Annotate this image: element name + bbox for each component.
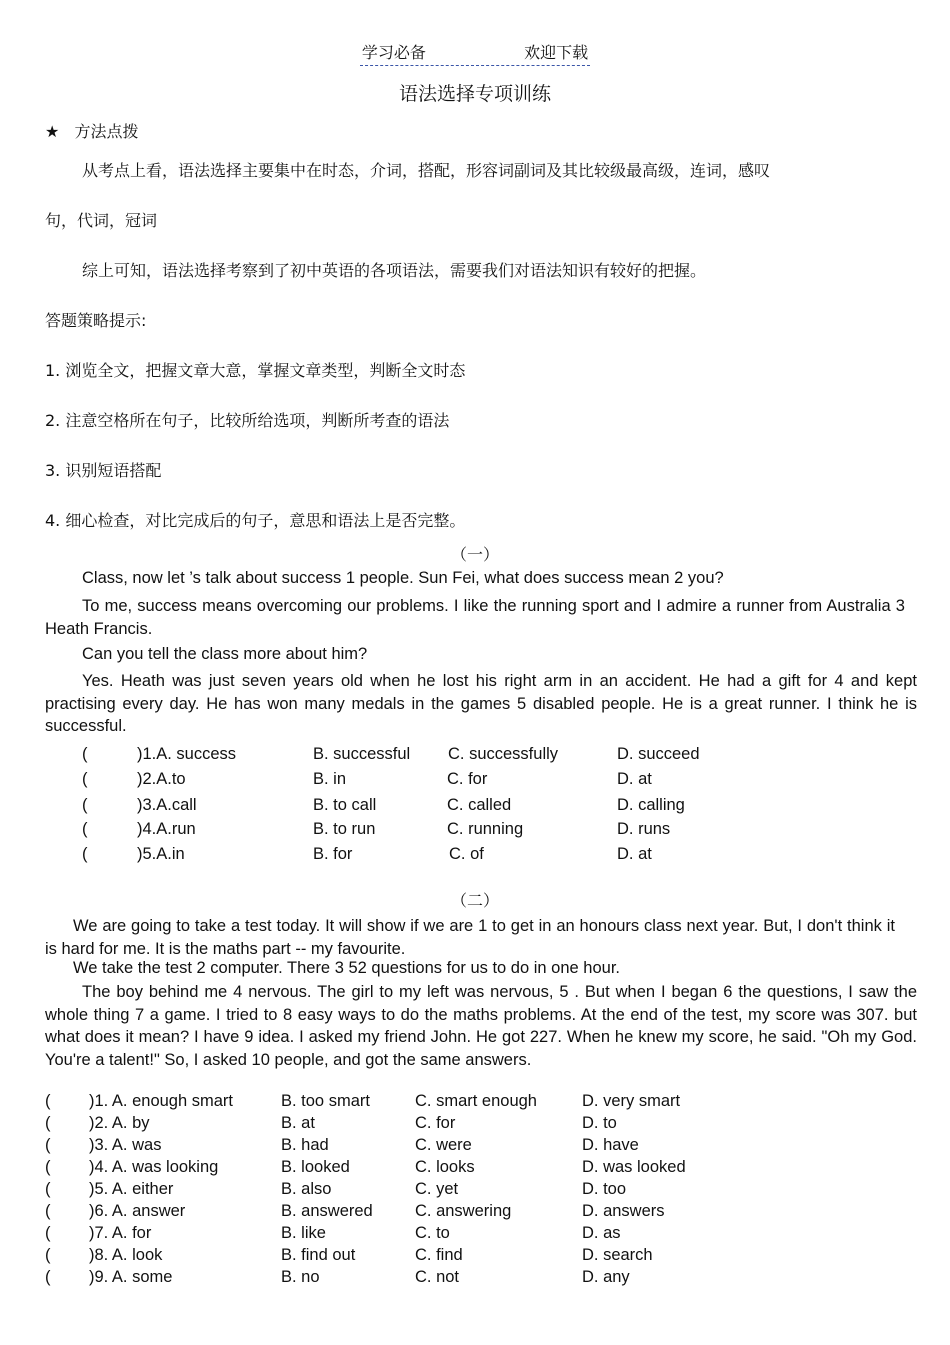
header-right: 欢迎下载 xyxy=(524,43,589,62)
option-a: )8. A. look xyxy=(89,1246,163,1264)
option-b: B. answered xyxy=(281,1202,373,1220)
answer-paren: ( xyxy=(45,1158,51,1176)
part1-heading: （一） xyxy=(450,545,499,564)
option-a: )3.A.call xyxy=(137,796,197,814)
option-a: )1. A. enough smart xyxy=(89,1092,233,1110)
answer-paren: ( xyxy=(45,1268,51,1286)
option-b: B. had xyxy=(281,1136,329,1154)
option-b: B. for xyxy=(313,845,353,863)
option-a: )2. A. by xyxy=(89,1114,150,1132)
option-c: C. smart enough xyxy=(415,1092,537,1110)
option-d: D. calling xyxy=(617,796,685,814)
option-c: C. called xyxy=(447,796,512,814)
answer-paren: ( xyxy=(82,745,88,763)
option-d: D. have xyxy=(582,1136,639,1154)
option-a: )2.A.to xyxy=(137,770,186,788)
page-title: 语法选择专项训练 xyxy=(398,83,551,105)
part1-paragraph-3: Can you tell the class more about him? xyxy=(82,645,368,663)
option-a: )9. A. some xyxy=(89,1268,173,1286)
answer-paren: ( xyxy=(82,845,88,863)
option-b: B. also xyxy=(281,1180,332,1198)
option-b: B. no xyxy=(281,1268,320,1286)
option-c: C. find xyxy=(415,1246,463,1264)
section-method-label: 方法点拨 xyxy=(74,122,139,141)
option-c: C. to xyxy=(415,1224,450,1242)
summary-text: 综上可知，语法选择考察到了初中英语的各项语法，需要我们对语法知识有较好的把握。 xyxy=(82,261,707,280)
option-b: B. find out xyxy=(281,1246,356,1264)
option-d: D. runs xyxy=(617,820,671,838)
option-b: B. in xyxy=(313,770,347,788)
section-method xyxy=(45,119,138,142)
part1-paragraph-4: Yes. Heath was just seven years old when he lost his right arm in an accident. He had a gift for 4 and kept practising every day. He has won many medals in the games 5 disabled people. He is a great runner. I think he is successful. xyxy=(45,672,917,735)
option-b: B. too smart xyxy=(281,1092,370,1110)
part2-paragraph-3: The boy behind me 4 nervous. The girl to my left was nervous, 5 . But when I began 6 the questions, I saw the whole thing 7 a game. I tried to 8 easy ways to do the maths problems. At the end of the test, my score was 307. but what does it mean? I have 9 idea. I asked my friend John. He got 227. When he knew my score, he said. "Oh my God. You're a talent!" So, I asked 10 people, and got the same answers. xyxy=(45,983,917,1069)
page-header xyxy=(0,40,950,66)
option-d: D. as xyxy=(582,1224,621,1242)
option-d: D. at xyxy=(617,770,652,788)
option-d: D. was looked xyxy=(582,1158,686,1176)
header-banner xyxy=(360,40,590,66)
answer-paren: ( xyxy=(45,1224,51,1242)
option-a: )1.A. success xyxy=(137,745,237,763)
intro-line-2: 句，代词，冠词 xyxy=(45,211,158,230)
answer-paren: ( xyxy=(82,770,88,788)
answer-paren: ( xyxy=(45,1246,51,1264)
option-c: C. successfully xyxy=(448,745,559,763)
header-left: 学习必备 xyxy=(361,43,426,62)
star-icon: ★ xyxy=(45,122,60,141)
option-c: C. for xyxy=(415,1114,456,1132)
option-b: B. looked xyxy=(281,1158,350,1176)
option-a: )7. A. for xyxy=(89,1224,152,1242)
part1-paragraph-2: To me, success means overcoming our problems. I like the running sport and I admire a runner from Australia 3 Heath Francis. xyxy=(45,597,905,638)
option-a: )4. A. was looking xyxy=(89,1158,219,1176)
option-c: C. looks xyxy=(415,1158,475,1176)
option-b: B. at xyxy=(281,1114,315,1132)
strategy-item: 3. 识别短语搭配 xyxy=(45,461,162,480)
option-c: C. for xyxy=(447,770,488,788)
strategy-item: 2. 注意空格所在句子，比较所给选项，判断所考查的语法 xyxy=(45,411,450,430)
option-b: B. like xyxy=(281,1224,326,1242)
strategy-title: 答题策略提示: xyxy=(45,311,147,330)
option-d: D. at xyxy=(617,845,652,863)
option-c: C. of xyxy=(449,845,484,863)
option-d: D. to xyxy=(582,1114,617,1132)
option-d: D. succeed xyxy=(617,745,700,763)
option-b: B. successful xyxy=(313,745,411,763)
answer-paren: ( xyxy=(45,1202,51,1220)
part1-paragraph-1: Class, now let ’s talk about success 1 people. Sun Fei, what does success mean 2 you? xyxy=(82,569,724,587)
strategy-item: 1. 浏览全文，把握文章大意，掌握文章类型，判断全文时态 xyxy=(45,361,466,380)
strategy-item: 4. 细心检查，对比完成后的句子，意思和语法上是否完整。 xyxy=(45,511,466,530)
answer-paren: ( xyxy=(45,1136,51,1154)
option-c: C. not xyxy=(415,1268,460,1286)
option-a: )6. A. answer xyxy=(89,1202,186,1220)
option-d: D. any xyxy=(582,1268,630,1286)
option-d: D. search xyxy=(582,1246,653,1264)
option-a: )5. A. either xyxy=(89,1180,174,1198)
part2-paragraph-2: We take the test 2 computer. There 3 52 questions for us to do in one hour. xyxy=(73,959,620,977)
option-c: C. running xyxy=(447,820,524,838)
answer-paren: ( xyxy=(45,1092,51,1110)
answer-paren: ( xyxy=(82,796,88,814)
option-d: D. too xyxy=(582,1180,627,1198)
option-c: C. yet xyxy=(415,1180,459,1198)
option-c: C. answering xyxy=(415,1202,512,1220)
option-c: C. were xyxy=(415,1136,472,1154)
option-a: )5.A.in xyxy=(137,845,185,863)
option-a: )4.A.run xyxy=(137,820,196,838)
option-d: D. very smart xyxy=(582,1092,681,1110)
option-d: D. answers xyxy=(582,1202,665,1220)
answer-paren: ( xyxy=(82,820,88,838)
option-b: B. to run xyxy=(313,820,376,838)
part2-paragraph-1: We are going to take a test today. It will show if we are 1 to get in an honours class next year. But, I don't think it is hard for me. It is the maths part -- my favourite. xyxy=(45,917,895,958)
answer-paren: ( xyxy=(45,1180,51,1198)
part2-heading: （二） xyxy=(450,891,499,910)
option-b: B. to call xyxy=(313,796,377,814)
answer-paren: ( xyxy=(45,1114,51,1132)
option-a: )3. A. was xyxy=(89,1136,162,1154)
intro-line-1: 从考点上看，语法选择主要集中在时态，介词，搭配，形容词副词及其比较级最高级，连词，感叹 xyxy=(82,161,771,180)
